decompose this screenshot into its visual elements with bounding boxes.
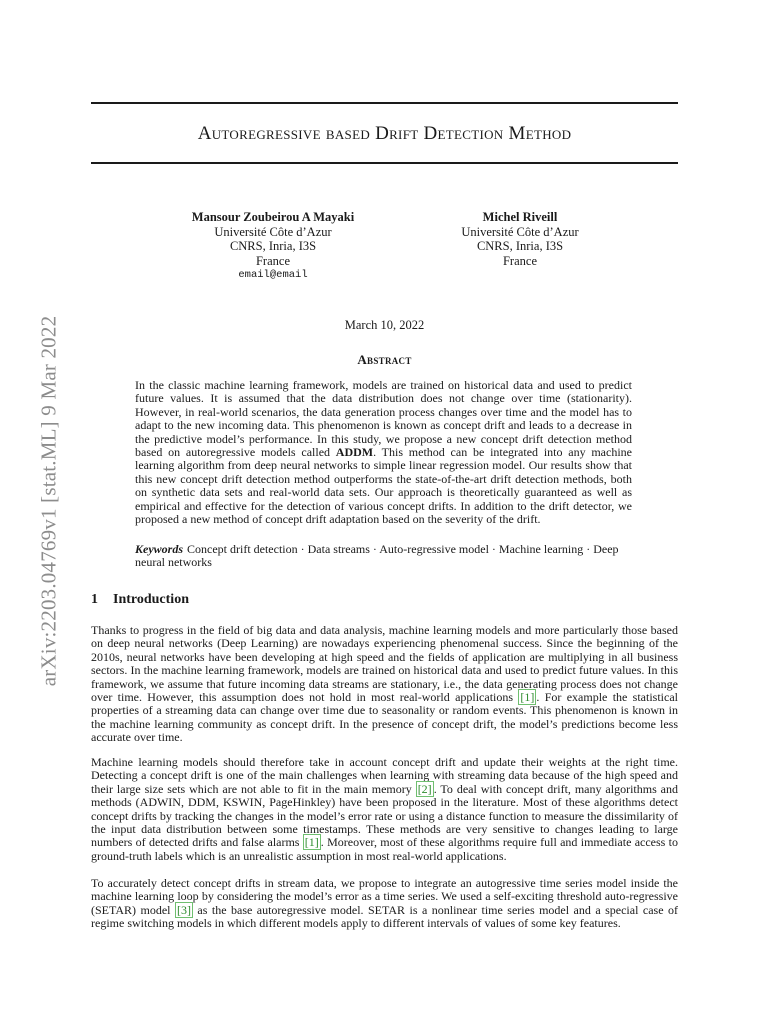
citation-link[interactable]: [3]: [176, 902, 191, 917]
author-affiliation-line: CNRS, Inria, I3S: [229, 239, 317, 253]
keywords: [135, 543, 632, 570]
citation-link[interactable]: [1]: [304, 835, 319, 850]
section-number: 1: [91, 592, 98, 607]
author-affiliation-line: France: [502, 253, 537, 268]
intro-paragraph-1: [91, 624, 678, 745]
arxiv-identifier: arXiv:2203.04769v1 [stat.ML] 9 Mar 2022: [36, 315, 61, 687]
author-affiliation-line: Université Côte d’Azur: [214, 224, 332, 239]
author-name: Michel Riveill: [482, 210, 558, 224]
citation-link[interactable]: [2]: [417, 781, 432, 796]
author-block-2: [390, 210, 650, 268]
paragraph-text: Machine learning models should therefore take in account concept drift and update their weights at the right time. Detecting a concept drift is one of the main challenges when learning with streaming data because of the high speed and their large size sets which are not able to fit in the main memory: [91, 755, 678, 796]
paper-title: Autoregressive based Drift Detection Method: [197, 123, 572, 144]
abstract-text: . This method can be integrated into any machine learning algorithm from deep neural networks to simple linear regression model. Our results show that this new concept drift detection method outperforms the state-of-the-art drift detection methods, both on synthetic data sets and real-world data sets. Our approach is theoretically guaranteed as well as empirical and effective for the detection of various concept drifts. In addition to the drift detector, we proposed a new method of concept drift adaptation based on the severity of the drift.: [135, 445, 632, 527]
paragraph-text: as the base autoregressive model. SETAR is a nonlinear time series model and a special case of regime switching models in which different models apply to different intervals of values of some key features.: [91, 902, 678, 931]
author-affiliation-line: CNRS, Inria, I3S: [476, 239, 564, 253]
section-heading: [91, 592, 189, 608]
author-block-1: [143, 210, 403, 283]
paragraph-text: . For example the statistical properties of a streaming data can change over time due to seasonality or random events. This phenomenon is known in the machine learning community as concept drift. In the presence of concept drift, the model’s predictions become less accurate over time.: [91, 690, 678, 745]
author-affiliation-line: Université Côte d’Azur: [461, 224, 579, 239]
abstract-text: In the classic machine learning framework, models are trained on historical data and used to predict future values. It is assumed that the data distribution does not change over time (stationarity). However, in real-world scenarios, the data generation process changes over time and the model has to adapt to the new incoming data. This phenomenon is known as concept drift and leads to a decrease in the predictive model’s performance. In this study, we propose a new concept drift detection method based on autoregressive models called: [135, 378, 632, 460]
keywords-text: Concept drift detection · Data streams · Auto-regressive model · Machine learning · Deep neural networks: [135, 542, 619, 570]
keywords-label: Keywords: [135, 542, 183, 556]
publication-date: March 10, 2022: [344, 318, 425, 332]
intro-paragraph-2: [91, 756, 678, 863]
title-rule-bottom: [91, 162, 678, 164]
method-name: ADDM: [335, 445, 374, 460]
paragraph-text: . To deal with concept drift, many algorithms and methods (ADWIN, DDM, KSWIN, PageHinkley) have been proposed in the literature. Most of these algorithms detect concept drifts by tracking the changes in the model’s error rate or using a distance function to measure the dissimilarity of the input data distribution between some timestamps. These methods are very sensitive to changes leading to large numbers of detected drifts and false alarms: [91, 781, 678, 850]
author-affiliation-line: France: [255, 253, 290, 268]
paragraph-text: To accurately detect concept drifts in stream data, we propose to integrate an autogressive time series model inside the machine learning loop by considering the model’s error as a time series. We used a self-exciting threshold auto-regressive (SETAR) model: [91, 876, 678, 917]
section-title: Introduction: [113, 592, 189, 607]
title-rule-top: [91, 102, 678, 104]
intro-paragraph-3: [91, 877, 678, 931]
author-name: Mansour Zoubeirou A Mayaki: [191, 210, 355, 224]
paragraph-text: Thanks to progress in the field of big data and data analysis, machine learning models and more particularly those based on deep neural networks (Deep Learning) are nowadays experiencing phenomenal success. Since the beginning of the 2010s, neural networks have been developing at high speed and the fields of application are multiplying in all business sectors. In the machine learning framework, models are trained on historical data and used to predict future values. In this framework, we assume that future incoming data streams are stationary, i.e., the data generating process does not change over time. However, this assumption does not hold in most real-world applications: [91, 623, 678, 705]
citation-link[interactable]: [1]: [520, 690, 535, 705]
abstract-heading: Abstract: [357, 352, 412, 367]
abstract-body: [135, 379, 632, 526]
paragraph-text: . Moreover, most of these algorithms require full and immediate access to ground-truth labels which is an unrealistic assumption in most real-world applications.: [91, 835, 679, 863]
author-email: email@email: [238, 269, 308, 281]
